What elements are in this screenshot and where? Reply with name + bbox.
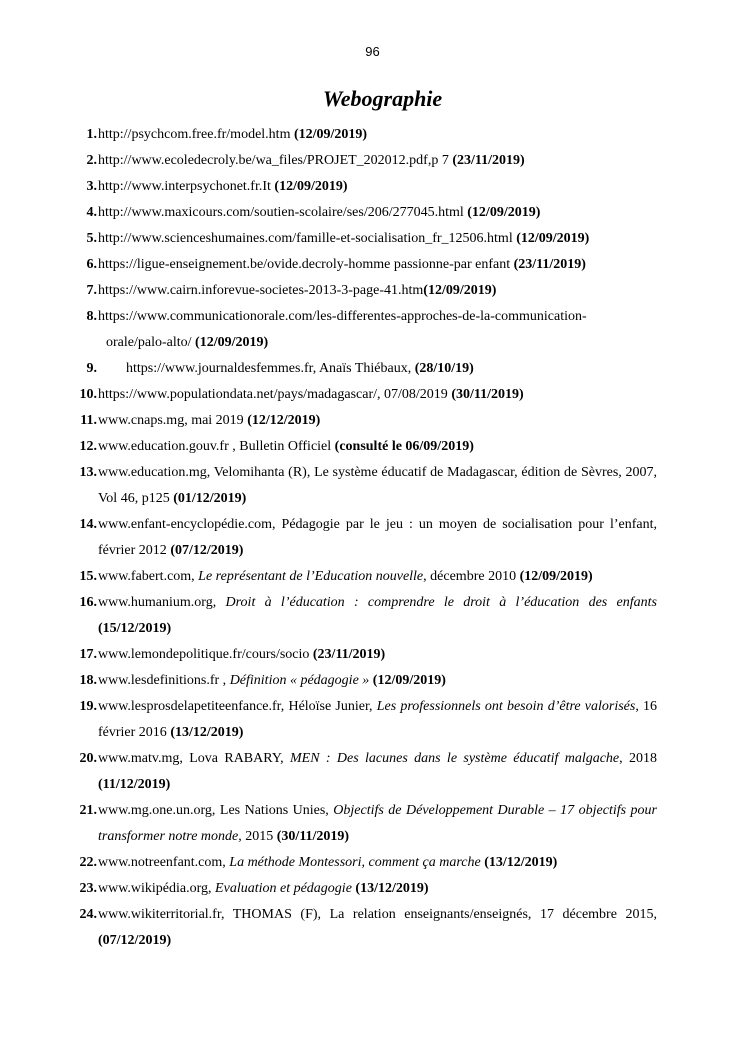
reference-item-4: 4. http://www.maxicours.com/soutien-scolaire/ses/206/277045.html (12/09/2019) [86,205,541,220]
reference-item-12: 12. www.education.gouv.fr , Bulletin Officiel (consulté le 06/09/2019) [79,439,474,454]
reference-item-20: 20. www.matv.mg, Lova RABARY, MEN : Des lacunes dans le système éducatif malgache, 2018 (11/12/2019) [79,751,658,792]
reference-item-6: 6. https://ligue-enseignement.be/ovide.decroly-homme passionne-par enfant (23/11/2019) [86,257,586,272]
reference-item-11: 11. www.cnaps.mg, mai 2019 (12/12/2019) [80,413,321,428]
reference-item-14: 14. www.enfant-encyclopédie.com, Pédagogie par le jeu : un moyen de socialisation pour l’enfant, février 2012 (07/12/2019) [79,517,657,558]
reference-item-10: 10. https://www.populationdata.net/pays/madagascar/, 07/08/2019 (30/11/2019) [79,387,524,402]
page-title: Webographie [322,86,443,111]
reference-item-8: 8. https://www.communicationorale.com/les-differentes-approches-de-la-communication- orale/palo-alto/ (12/09/2019) [86,309,587,350]
reference-item-19: 19. www.lesprosdelapetiteenfance.fr, Héloïse Junier, Les professionnels ont besoin d’être valorisés, 16 février 2016 (13/12/2019) [79,699,658,740]
reference-item-23: 23. www.wikipédia.org, Evaluation et pédagogie (13/12/2019) [79,881,429,896]
reference-item-15: 15. www.fabert.com, Le représentant de l’Education nouvelle, décembre 2010 (12/09/2019) [79,569,593,584]
reference-item-18: 18. www.lesdefinitions.fr , Définition « pédagogie » (12/09/2019) [79,673,446,688]
reference-list [0,122,745,954]
reference-item-17: 17. www.lemondepolitique.fr/cours/socio (23/11/2019) [79,647,386,662]
reference-item-3: 3. http://www.interpsychonet.fr.It (12/09/2019) [86,179,348,194]
reference-item-9: 9. https://www.journaldesfemmes.fr, Anaïs Thiébaux, (28/10/19) [86,361,474,376]
reference-item-5: 5. http://www.scienceshumaines.com/famille-et-socialisation_fr_12506.html (12/09/2019) [86,231,590,246]
page-number: 96 [365,44,380,59]
reference-item-21: 21. www.mg.one.un.org, Les Nations Unies, Objectifs de Développement Durable – 17 objectifs pour transformer notre monde, 2015 (30/11/2019) [79,803,657,844]
reference-item-16: 16. www.humanium.org, Droit à l’éducation : comprendre le droit à l’éducation des enfants (15/12/2019) [79,595,657,636]
reference-item-13: 13. www.education.mg, Velomihanta (R), Le système éducatif de Madagascar, édition de Sèvres, 2007, Vol 46, p125 (01/12/2019) [79,465,657,506]
reference-item-7: 7. https://www.cairn.inforevue-societes-2013-3-page-41.htm(12/09/2019) [86,283,497,298]
reference-item-2: 2. http://www.ecoledecroly.be/wa_files/PROJET_202012.pdf,p 7 (23/11/2019) [86,153,525,168]
reference-item-22: 22. www.notreenfant.com, La méthode Montessori, comment ça marche (13/12/2019) [79,855,558,870]
reference-item-1: 1. http://psychcom.free.fr/model.htm (12/09/2019) [86,127,368,142]
reference-item-24: 24. www.wikiterritorial.fr, THOMAS (F), La relation enseignants/enseignés, 17 décembre 2015, (07/12/2019) [79,907,657,948]
